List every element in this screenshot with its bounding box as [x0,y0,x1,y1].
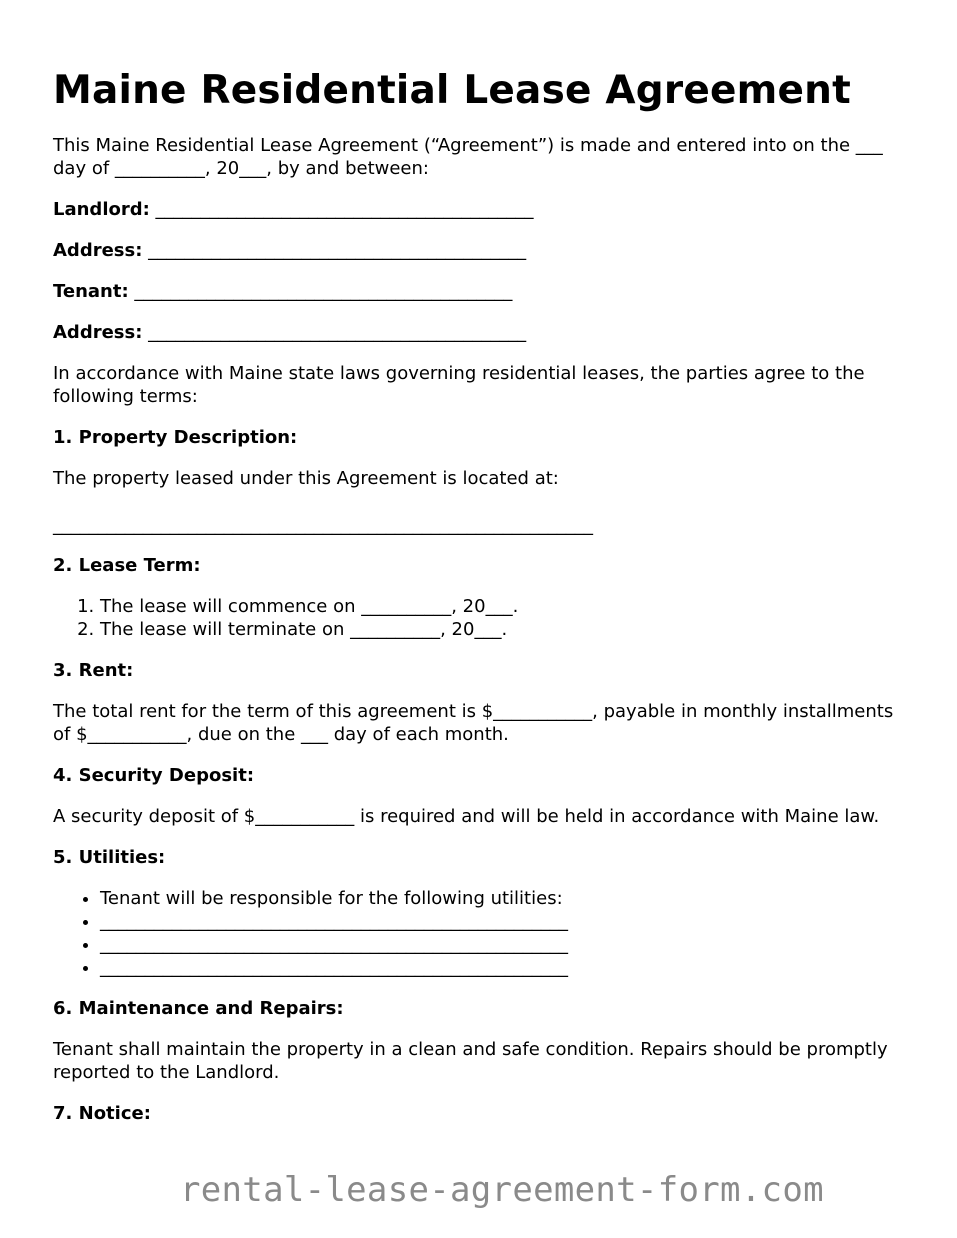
accordance-paragraph: In accordance with Maine state laws governing residential leases, the parties agree to the following terms: [53,363,865,407]
landlord-field [53,198,913,221]
property-address-blank: ____________________________________________________________ [53,515,593,536]
lease-term-heading: 2. Lease Term: [53,555,201,576]
list-item: 2. The lease will terminate on __________, 20___. [100,618,913,641]
security-deposit-text: A security deposit of $___________ is required and will be held in accordance with Maine law. [53,806,880,827]
list-item: • ____________________________________________________ [100,956,913,979]
list-item: 1. The lease will commence on __________, 20___. [100,595,913,618]
tenant-label: Tenant: [53,281,129,302]
landlord-address-label: Address: [53,240,143,261]
list-item: • ____________________________________________________ [100,933,913,956]
property-text: The property leased under this Agreement is located at: [53,468,559,489]
landlord-address-blank: __________________________________________ [148,240,527,261]
watermark-text: rental-lease-agreement-form.com [180,1170,824,1210]
maintenance-heading: 6. Maintenance and Repairs: [53,998,344,1019]
tenant-blank: __________________________________________ [134,281,513,302]
utilities-list [53,887,913,979]
document-page [53,68,913,1143]
tenant-address-field [53,321,913,344]
rent-text: The total rent for the term of this agreement is $___________, payable in monthly installments of $___________, due on the ___ day of each month. [53,701,894,745]
list-item: • ____________________________________________________ [100,910,913,933]
security-deposit-heading: 4. Security Deposit: [53,765,255,786]
document-title: Maine Residential Lease Agreement [53,68,851,113]
lease-term-list [53,595,913,641]
utilities-heading: 5. Utilities: [53,847,166,868]
maintenance-text: Tenant shall maintain the property in a clean and safe condition. Repairs should be promptly reported to the Landlord. [53,1039,888,1083]
landlord-label: Landlord: [53,199,150,220]
property-heading: 1. Property Description: [53,427,298,448]
landlord-address-field [53,239,913,262]
tenant-address-blank: __________________________________________ [148,322,527,343]
list-item: • Tenant will be responsible for the following utilities: [100,887,913,910]
tenant-address-label: Address: [53,322,143,343]
tenant-field [53,280,913,303]
intro-paragraph: This Maine Residential Lease Agreement (“Agreement”) is made and entered into on the ___ day of __________, 20___, by and between: [53,135,883,179]
landlord-blank: __________________________________________ [155,199,534,220]
rent-heading: 3. Rent: [53,660,134,681]
notice-heading: 7. Notice: [53,1103,151,1124]
